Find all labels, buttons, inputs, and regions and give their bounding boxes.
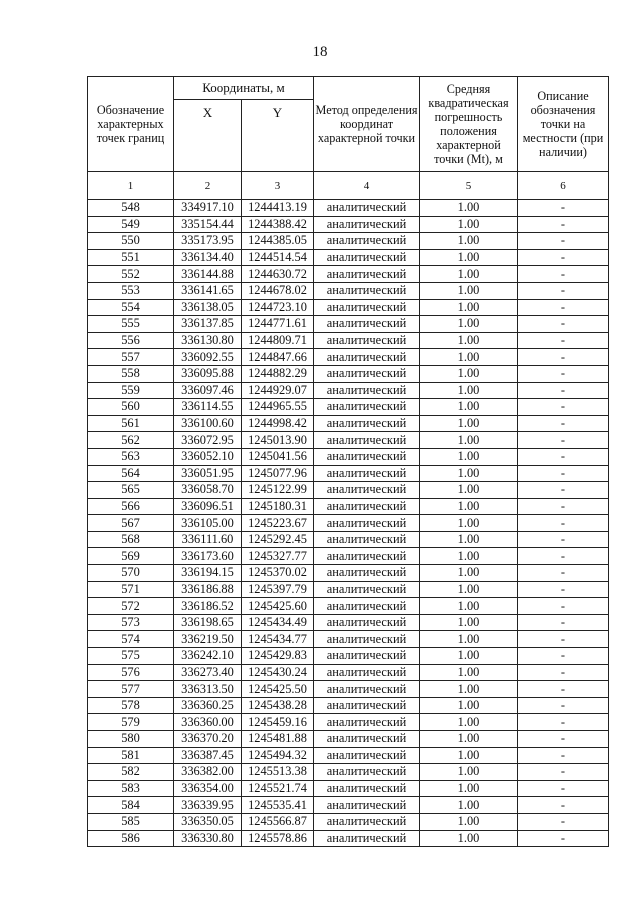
point-id-cell: 565 bbox=[88, 482, 174, 499]
y-coordinate-cell: 1244965.55 bbox=[242, 399, 314, 416]
method-cell: аналитический bbox=[314, 764, 420, 781]
description-cell: - bbox=[518, 780, 609, 797]
table-row bbox=[88, 415, 609, 432]
y-coordinate-cell: 1245397.79 bbox=[242, 581, 314, 598]
description-cell: - bbox=[518, 664, 609, 681]
x-coordinate-cell: 336137.85 bbox=[174, 316, 242, 333]
x-coordinate-cell: 336134.40 bbox=[174, 249, 242, 266]
method-cell: аналитический bbox=[314, 432, 420, 449]
description-cell: - bbox=[518, 614, 609, 631]
x-coordinate-cell: 336072.95 bbox=[174, 432, 242, 449]
table-row bbox=[88, 365, 609, 382]
error-cell: 1.00 bbox=[420, 664, 518, 681]
description-cell: - bbox=[518, 399, 609, 416]
table-row bbox=[88, 399, 609, 416]
error-cell: 1.00 bbox=[420, 714, 518, 731]
point-id-cell: 556 bbox=[88, 332, 174, 349]
error-cell: 1.00 bbox=[420, 482, 518, 499]
x-coordinate-cell: 336138.05 bbox=[174, 299, 242, 316]
method-cell: аналитический bbox=[314, 747, 420, 764]
table-row bbox=[88, 316, 609, 333]
x-coordinate-cell: 336051.95 bbox=[174, 465, 242, 482]
table-row bbox=[88, 664, 609, 681]
x-coordinate-cell: 336387.45 bbox=[174, 747, 242, 764]
x-coordinate-cell: 336219.50 bbox=[174, 631, 242, 648]
description-cell: - bbox=[518, 681, 609, 698]
method-cell: аналитический bbox=[314, 332, 420, 349]
error-cell: 1.00 bbox=[420, 332, 518, 349]
y-coordinate-cell: 1244809.71 bbox=[242, 332, 314, 349]
method-cell: аналитический bbox=[314, 399, 420, 416]
y-coordinate-cell: 1245494.32 bbox=[242, 747, 314, 764]
description-cell: - bbox=[518, 830, 609, 847]
description-cell: - bbox=[518, 233, 609, 250]
y-coordinate-cell: 1245430.24 bbox=[242, 664, 314, 681]
y-coordinate-cell: 1245459.16 bbox=[242, 714, 314, 731]
point-id-cell: 549 bbox=[88, 216, 174, 233]
x-coordinate-cell: 336100.60 bbox=[174, 415, 242, 432]
point-id-cell: 562 bbox=[88, 432, 174, 449]
x-coordinate-cell: 336105.00 bbox=[174, 515, 242, 532]
table-row bbox=[88, 697, 609, 714]
point-id-cell: 584 bbox=[88, 797, 174, 814]
description-cell: - bbox=[518, 581, 609, 598]
method-cell: аналитический bbox=[314, 797, 420, 814]
y-coordinate-cell: 1244929.07 bbox=[242, 382, 314, 399]
x-coordinate-cell: 336313.50 bbox=[174, 681, 242, 698]
point-id-cell: 569 bbox=[88, 548, 174, 565]
method-cell: аналитический bbox=[314, 664, 420, 681]
point-id-cell: 559 bbox=[88, 382, 174, 399]
table-body bbox=[88, 200, 609, 847]
header-point: Обозначение характерных точек границ bbox=[88, 77, 174, 172]
table-row bbox=[88, 249, 609, 266]
table-row bbox=[88, 216, 609, 233]
table-row bbox=[88, 349, 609, 366]
error-cell: 1.00 bbox=[420, 349, 518, 366]
table-row bbox=[88, 233, 609, 250]
method-cell: аналитический bbox=[314, 216, 420, 233]
error-cell: 1.00 bbox=[420, 681, 518, 698]
y-coordinate-cell: 1245521.74 bbox=[242, 780, 314, 797]
table-row bbox=[88, 515, 609, 532]
description-cell: - bbox=[518, 482, 609, 499]
y-coordinate-cell: 1245535.41 bbox=[242, 797, 314, 814]
x-coordinate-cell: 336354.00 bbox=[174, 780, 242, 797]
description-cell: - bbox=[518, 299, 609, 316]
table-row bbox=[88, 382, 609, 399]
error-cell: 1.00 bbox=[420, 432, 518, 449]
method-cell: аналитический bbox=[314, 465, 420, 482]
description-cell: - bbox=[518, 415, 609, 432]
point-id-cell: 564 bbox=[88, 465, 174, 482]
x-coordinate-cell: 335173.95 bbox=[174, 233, 242, 250]
error-cell: 1.00 bbox=[420, 648, 518, 665]
method-cell: аналитический bbox=[314, 697, 420, 714]
coordinates-table bbox=[87, 76, 609, 847]
point-id-cell: 583 bbox=[88, 780, 174, 797]
table-row bbox=[88, 780, 609, 797]
description-cell: - bbox=[518, 365, 609, 382]
method-cell: аналитический bbox=[314, 631, 420, 648]
description-cell: - bbox=[518, 731, 609, 748]
description-cell: - bbox=[518, 349, 609, 366]
description-cell: - bbox=[518, 465, 609, 482]
column-number: 1 bbox=[88, 172, 174, 200]
point-id-cell: 571 bbox=[88, 581, 174, 598]
x-coordinate-cell: 336370.20 bbox=[174, 731, 242, 748]
x-coordinate-cell: 336242.10 bbox=[174, 648, 242, 665]
page-number: 18 bbox=[312, 44, 328, 60]
x-coordinate-cell: 336186.88 bbox=[174, 581, 242, 598]
x-coordinate-cell: 336141.65 bbox=[174, 282, 242, 299]
table-row bbox=[88, 200, 609, 217]
point-id-cell: 582 bbox=[88, 764, 174, 781]
point-id-cell: 551 bbox=[88, 249, 174, 266]
description-cell: - bbox=[518, 531, 609, 548]
method-cell: аналитический bbox=[314, 681, 420, 698]
method-cell: аналитический bbox=[314, 233, 420, 250]
error-cell: 1.00 bbox=[420, 233, 518, 250]
error-cell: 1.00 bbox=[420, 813, 518, 830]
y-coordinate-cell: 1245429.83 bbox=[242, 648, 314, 665]
error-cell: 1.00 bbox=[420, 598, 518, 615]
point-id-cell: 586 bbox=[88, 830, 174, 847]
point-id-cell: 555 bbox=[88, 316, 174, 333]
method-cell: аналитический bbox=[314, 598, 420, 615]
method-cell: аналитический bbox=[314, 515, 420, 532]
description-cell: - bbox=[518, 332, 609, 349]
y-coordinate-cell: 1245041.56 bbox=[242, 448, 314, 465]
error-cell: 1.00 bbox=[420, 216, 518, 233]
header-error: Средняя квадратическая погрешность положения характерной точки (Mt), м bbox=[420, 77, 518, 172]
method-cell: аналитический bbox=[314, 299, 420, 316]
method-cell: аналитический bbox=[314, 648, 420, 665]
point-id-cell: 567 bbox=[88, 515, 174, 532]
error-cell: 1.00 bbox=[420, 448, 518, 465]
error-cell: 1.00 bbox=[420, 548, 518, 565]
point-id-cell: 576 bbox=[88, 664, 174, 681]
y-coordinate-cell: 1245180.31 bbox=[242, 498, 314, 515]
table-row bbox=[88, 432, 609, 449]
error-cell: 1.00 bbox=[420, 780, 518, 797]
method-cell: аналитический bbox=[314, 565, 420, 582]
y-coordinate-cell: 1245578.86 bbox=[242, 830, 314, 847]
table-row bbox=[88, 598, 609, 615]
y-coordinate-cell: 1245013.90 bbox=[242, 432, 314, 449]
table-row bbox=[88, 581, 609, 598]
table-row bbox=[88, 681, 609, 698]
x-coordinate-cell: 336186.52 bbox=[174, 598, 242, 615]
y-coordinate-cell: 1245327.77 bbox=[242, 548, 314, 565]
table-row bbox=[88, 282, 609, 299]
description-cell: - bbox=[518, 448, 609, 465]
y-coordinate-cell: 1245434.77 bbox=[242, 631, 314, 648]
method-cell: аналитический bbox=[314, 548, 420, 565]
x-coordinate-cell: 336330.80 bbox=[174, 830, 242, 847]
method-cell: аналитический bbox=[314, 731, 420, 748]
point-id-cell: 570 bbox=[88, 565, 174, 582]
y-coordinate-cell: 1244678.02 bbox=[242, 282, 314, 299]
method-cell: аналитический bbox=[314, 780, 420, 797]
table-row bbox=[88, 614, 609, 631]
method-cell: аналитический bbox=[314, 349, 420, 366]
x-coordinate-cell: 336058.70 bbox=[174, 482, 242, 499]
table-row bbox=[88, 448, 609, 465]
x-coordinate-cell: 336360.25 bbox=[174, 697, 242, 714]
x-coordinate-cell: 336273.40 bbox=[174, 664, 242, 681]
description-cell: - bbox=[518, 813, 609, 830]
point-id-cell: 580 bbox=[88, 731, 174, 748]
description-cell: - bbox=[518, 747, 609, 764]
y-coordinate-cell: 1245425.50 bbox=[242, 681, 314, 698]
x-coordinate-cell: 336114.55 bbox=[174, 399, 242, 416]
header-coordinates: Координаты, м bbox=[174, 77, 314, 100]
method-cell: аналитический bbox=[314, 282, 420, 299]
method-cell: аналитический bbox=[314, 415, 420, 432]
table-row bbox=[88, 498, 609, 515]
description-cell: - bbox=[518, 598, 609, 615]
description-cell: - bbox=[518, 216, 609, 233]
method-cell: аналитический bbox=[314, 249, 420, 266]
method-cell: аналитический bbox=[314, 714, 420, 731]
error-cell: 1.00 bbox=[420, 299, 518, 316]
y-coordinate-cell: 1245122.99 bbox=[242, 482, 314, 499]
column-number: 2 bbox=[174, 172, 242, 200]
error-cell: 1.00 bbox=[420, 282, 518, 299]
error-cell: 1.00 bbox=[420, 465, 518, 482]
point-id-cell: 550 bbox=[88, 233, 174, 250]
x-coordinate-cell: 336360.00 bbox=[174, 714, 242, 731]
error-cell: 1.00 bbox=[420, 747, 518, 764]
error-cell: 1.00 bbox=[420, 531, 518, 548]
x-coordinate-cell: 336194.15 bbox=[174, 565, 242, 582]
point-id-cell: 566 bbox=[88, 498, 174, 515]
table-row bbox=[88, 531, 609, 548]
x-coordinate-cell: 336382.00 bbox=[174, 764, 242, 781]
description-cell: - bbox=[518, 249, 609, 266]
table-row bbox=[88, 266, 609, 283]
table-row bbox=[88, 714, 609, 731]
table-row bbox=[88, 299, 609, 316]
table-row bbox=[88, 764, 609, 781]
error-cell: 1.00 bbox=[420, 415, 518, 432]
y-coordinate-cell: 1245077.96 bbox=[242, 465, 314, 482]
error-cell: 1.00 bbox=[420, 581, 518, 598]
y-coordinate-cell: 1244514.54 bbox=[242, 249, 314, 266]
point-id-cell: 563 bbox=[88, 448, 174, 465]
table-row bbox=[88, 631, 609, 648]
description-cell: - bbox=[518, 266, 609, 283]
description-cell: - bbox=[518, 797, 609, 814]
y-coordinate-cell: 1245223.67 bbox=[242, 515, 314, 532]
y-coordinate-cell: 1245513.38 bbox=[242, 764, 314, 781]
x-coordinate-cell: 336339.95 bbox=[174, 797, 242, 814]
table-row bbox=[88, 482, 609, 499]
point-id-cell: 578 bbox=[88, 697, 174, 714]
table-row bbox=[88, 548, 609, 565]
table-row bbox=[88, 565, 609, 582]
error-cell: 1.00 bbox=[420, 631, 518, 648]
method-cell: аналитический bbox=[314, 200, 420, 217]
point-id-cell: 560 bbox=[88, 399, 174, 416]
description-cell: - bbox=[518, 432, 609, 449]
error-cell: 1.00 bbox=[420, 764, 518, 781]
error-cell: 1.00 bbox=[420, 249, 518, 266]
point-id-cell: 575 bbox=[88, 648, 174, 665]
point-id-cell: 568 bbox=[88, 531, 174, 548]
error-cell: 1.00 bbox=[420, 498, 518, 515]
point-id-cell: 553 bbox=[88, 282, 174, 299]
error-cell: 1.00 bbox=[420, 515, 518, 532]
x-coordinate-cell: 336198.65 bbox=[174, 614, 242, 631]
description-cell: - bbox=[518, 648, 609, 665]
description-cell: - bbox=[518, 382, 609, 399]
point-id-cell: 573 bbox=[88, 614, 174, 631]
method-cell: аналитический bbox=[314, 316, 420, 333]
table-row bbox=[88, 465, 609, 482]
point-id-cell: 548 bbox=[88, 200, 174, 217]
x-coordinate-cell: 336130.80 bbox=[174, 332, 242, 349]
column-number: 4 bbox=[314, 172, 420, 200]
error-cell: 1.00 bbox=[420, 266, 518, 283]
table-row bbox=[88, 731, 609, 748]
method-cell: аналитический bbox=[314, 482, 420, 499]
y-coordinate-cell: 1244882.29 bbox=[242, 365, 314, 382]
description-cell: - bbox=[518, 548, 609, 565]
x-coordinate-cell: 335154.44 bbox=[174, 216, 242, 233]
method-cell: аналитический bbox=[314, 581, 420, 598]
header-y: Y bbox=[242, 100, 314, 172]
y-coordinate-cell: 1244413.19 bbox=[242, 200, 314, 217]
point-id-cell: 585 bbox=[88, 813, 174, 830]
y-coordinate-cell: 1245292.45 bbox=[242, 531, 314, 548]
x-coordinate-cell: 336111.60 bbox=[174, 531, 242, 548]
column-number: 3 bbox=[242, 172, 314, 200]
description-cell: - bbox=[518, 200, 609, 217]
error-cell: 1.00 bbox=[420, 399, 518, 416]
x-coordinate-cell: 336092.55 bbox=[174, 349, 242, 366]
point-id-cell: 572 bbox=[88, 598, 174, 615]
y-coordinate-cell: 1245425.60 bbox=[242, 598, 314, 615]
x-coordinate-cell: 336144.88 bbox=[174, 266, 242, 283]
description-cell: - bbox=[518, 764, 609, 781]
point-id-cell: 554 bbox=[88, 299, 174, 316]
point-id-cell: 581 bbox=[88, 747, 174, 764]
x-coordinate-cell: 336096.51 bbox=[174, 498, 242, 515]
point-id-cell: 577 bbox=[88, 681, 174, 698]
point-id-cell: 558 bbox=[88, 365, 174, 382]
x-coordinate-cell: 334917.10 bbox=[174, 200, 242, 217]
method-cell: аналитический bbox=[314, 448, 420, 465]
y-coordinate-cell: 1244847.66 bbox=[242, 349, 314, 366]
column-number: 6 bbox=[518, 172, 609, 200]
point-id-cell: 579 bbox=[88, 714, 174, 731]
method-cell: аналитический bbox=[314, 614, 420, 631]
column-numbers-row bbox=[88, 172, 609, 200]
error-cell: 1.00 bbox=[420, 797, 518, 814]
y-coordinate-cell: 1244385.05 bbox=[242, 233, 314, 250]
y-coordinate-cell: 1245370.02 bbox=[242, 565, 314, 582]
method-cell: аналитический bbox=[314, 382, 420, 399]
y-coordinate-cell: 1244771.61 bbox=[242, 316, 314, 333]
y-coordinate-cell: 1244388.42 bbox=[242, 216, 314, 233]
x-coordinate-cell: 336097.46 bbox=[174, 382, 242, 399]
y-coordinate-cell: 1244998.42 bbox=[242, 415, 314, 432]
description-cell: - bbox=[518, 282, 609, 299]
error-cell: 1.00 bbox=[420, 565, 518, 582]
point-id-cell: 552 bbox=[88, 266, 174, 283]
method-cell: аналитический bbox=[314, 365, 420, 382]
x-coordinate-cell: 336173.60 bbox=[174, 548, 242, 565]
y-coordinate-cell: 1245438.28 bbox=[242, 697, 314, 714]
description-cell: - bbox=[518, 515, 609, 532]
description-cell: - bbox=[518, 565, 609, 582]
error-cell: 1.00 bbox=[420, 731, 518, 748]
method-cell: аналитический bbox=[314, 531, 420, 548]
description-cell: - bbox=[518, 714, 609, 731]
error-cell: 1.00 bbox=[420, 316, 518, 333]
error-cell: 1.00 bbox=[420, 697, 518, 714]
header-x: X bbox=[174, 100, 242, 172]
table-row bbox=[88, 648, 609, 665]
y-coordinate-cell: 1244723.10 bbox=[242, 299, 314, 316]
error-cell: 1.00 bbox=[420, 200, 518, 217]
table-row bbox=[88, 332, 609, 349]
y-coordinate-cell: 1245566.87 bbox=[242, 813, 314, 830]
method-cell: аналитический bbox=[314, 498, 420, 515]
error-cell: 1.00 bbox=[420, 830, 518, 847]
point-id-cell: 557 bbox=[88, 349, 174, 366]
table-row bbox=[88, 813, 609, 830]
description-cell: - bbox=[518, 316, 609, 333]
header-description: Описание обозначения точки на местности (при наличии) bbox=[518, 77, 609, 172]
description-cell: - bbox=[518, 697, 609, 714]
x-coordinate-cell: 336350.05 bbox=[174, 813, 242, 830]
table-row bbox=[88, 747, 609, 764]
point-id-cell: 561 bbox=[88, 415, 174, 432]
y-coordinate-cell: 1245481.88 bbox=[242, 731, 314, 748]
table-row bbox=[88, 830, 609, 847]
point-id-cell: 574 bbox=[88, 631, 174, 648]
method-cell: аналитический bbox=[314, 830, 420, 847]
x-coordinate-cell: 336095.88 bbox=[174, 365, 242, 382]
header-method: Метод определения координат характерной точки bbox=[314, 77, 420, 172]
description-cell: - bbox=[518, 631, 609, 648]
description-cell: - bbox=[518, 498, 609, 515]
error-cell: 1.00 bbox=[420, 614, 518, 631]
x-coordinate-cell: 336052.10 bbox=[174, 448, 242, 465]
error-cell: 1.00 bbox=[420, 382, 518, 399]
y-coordinate-cell: 1244630.72 bbox=[242, 266, 314, 283]
table-row bbox=[88, 797, 609, 814]
method-cell: аналитический bbox=[314, 266, 420, 283]
column-number: 5 bbox=[420, 172, 518, 200]
y-coordinate-cell: 1245434.49 bbox=[242, 614, 314, 631]
error-cell: 1.00 bbox=[420, 365, 518, 382]
method-cell: аналитический bbox=[314, 813, 420, 830]
